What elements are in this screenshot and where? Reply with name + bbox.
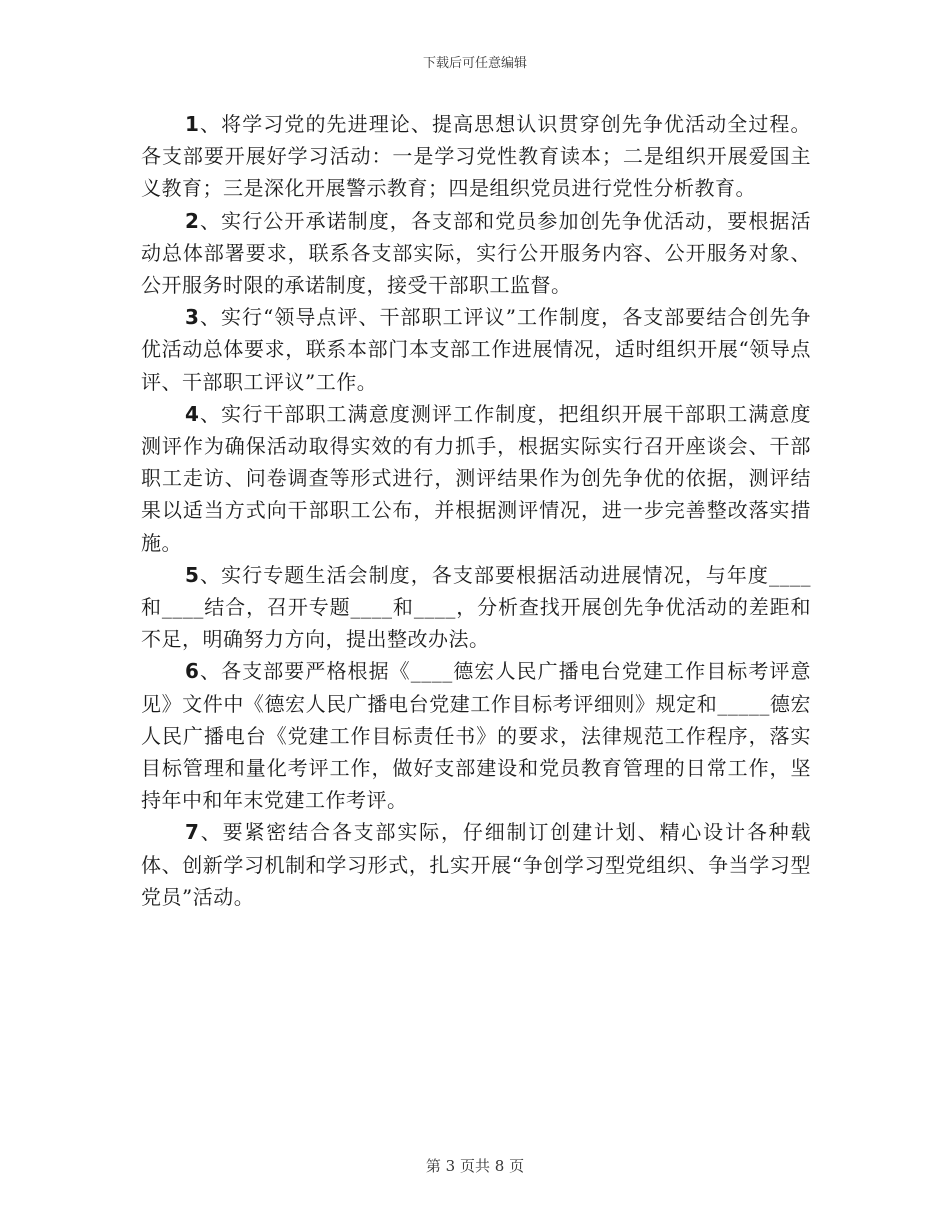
paragraph-2 xyxy=(141,205,811,302)
paragraph-text: 、实行专题生活会制度，各支部要根据活动进展情况，与年度____和____结合，召开专题____和____，分析查找开展创先争优活动的差距和不足，明确努力方向，提出整改办法。 xyxy=(141,562,811,652)
paragraph-5 xyxy=(141,559,811,656)
paragraph-number: 3 xyxy=(185,305,200,330)
paragraph-text: 、要紧密结合各支部实际，仔细制订创建计划、精心设计各种载体、创新学习机制和学习形式，扎实开展“争创学习型党组织、争当学习型党员”活动。 xyxy=(141,820,811,909)
paragraph-text: 、实行干部职工满意度测评工作制度，把组织开展干部职工满意度测评作为确保活动取得实效的有力抓手，根据实际实行召开座谈会、干部职工走访、问卷调查等形式进行，测评结果作为创先争优的依据，测评结果以适当方式向干部职工公布，并根据测评情况，进一步完善整改落实措施。 xyxy=(141,401,811,555)
paragraph-3 xyxy=(141,301,811,398)
paragraph-number: 4 xyxy=(185,401,200,426)
paragraph-number: 7 xyxy=(185,820,200,845)
document-body xyxy=(141,108,811,913)
paragraph-text: 、将学习党的先进理论、提高思想认识贯穿创先争优活动全过程。各支部要开展好学习活动：一是学习党性教育读本；二是组织开展爱国主义教育；三是深化开展警示教育；四是组织党员进行党性分析教育。 xyxy=(141,112,811,201)
paragraph-number: 2 xyxy=(185,208,200,233)
paragraph-number: 6 xyxy=(185,659,200,684)
paragraph-number: 1 xyxy=(185,112,200,136)
page-header-note: 下载后可任意编辑 xyxy=(422,56,527,71)
page-number-indicator: 第 3 页共 8 页 xyxy=(425,1157,525,1175)
paragraph-text: 、实行公开承诺制度，各支部和党员参加创先争优活动，要根据活动总体部署要求，联系各支部实际，实行公开服务内容、公开服务对象、公开服务时限的承诺制度，接受干部职工监督。 xyxy=(141,208,811,298)
paragraph-text: 、各支部要严格根据《____德宏人民广播电台党建工作目标考评意见》文件中《德宏人民广播电台党建工作目标考评细则》规定和_____德宏人民广播电台《党建工作目标责任书》的要求，法律规范工作程序，落实目标管理和量化考评工作，做好支部建设和党员教育管理的日常工作，坚持年中和年末党建工作考评。 xyxy=(141,659,811,813)
paragraph-6 xyxy=(141,655,811,816)
paragraph-4 xyxy=(141,398,811,559)
paragraph-text: 、实行“领导点评、干部职工评议”工作制度，各支部要结合创先争优活动总体要求，联系本部门本支部工作进展情况，适时组织开展“领导点评、干部职工评议”工作。 xyxy=(141,305,811,394)
paragraph-1 xyxy=(141,108,811,205)
paragraph-number: 5 xyxy=(185,562,200,587)
paragraph-7 xyxy=(141,816,811,913)
